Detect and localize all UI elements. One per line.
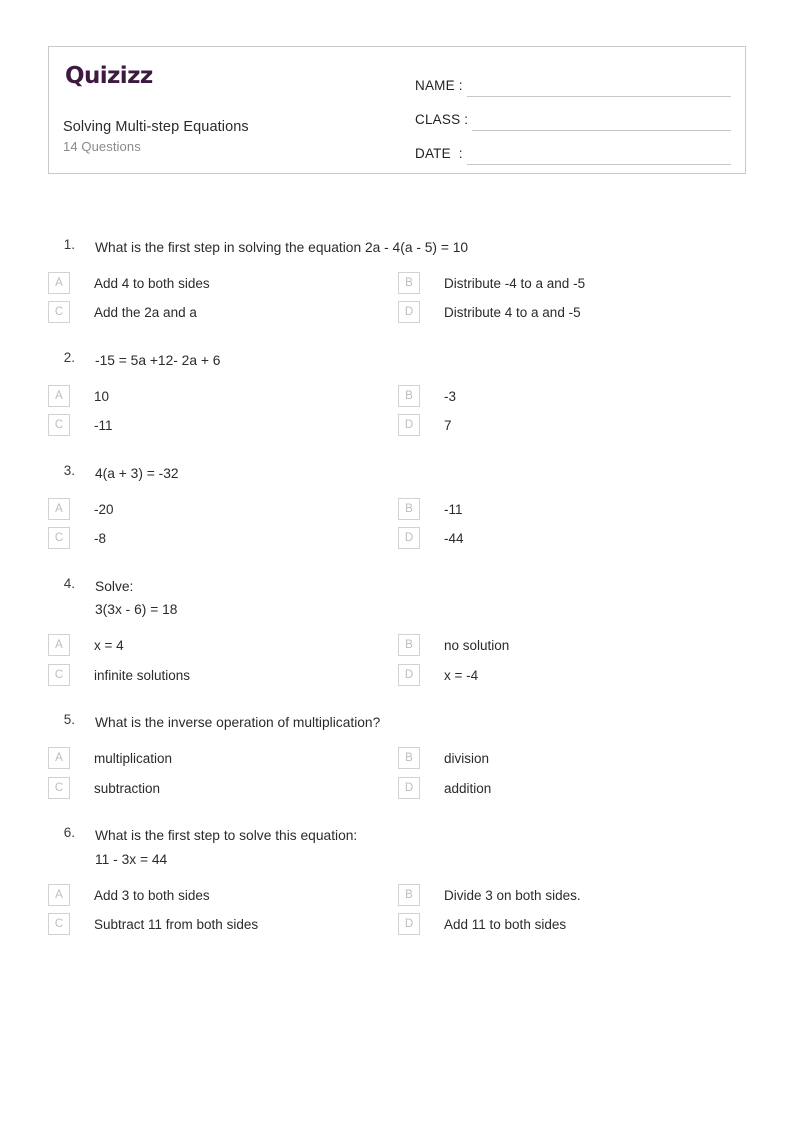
question-text [95,711,380,735]
question-text-line: 3(3x - 6) = 18 [95,602,178,618]
class-input[interactable] [472,111,731,131]
option-letter-badge: D [398,301,420,323]
question-text-line: What is the inverse operation of multiplication? [95,715,381,731]
answer-option-c[interactable] [48,777,398,800]
name-field-row [415,63,731,97]
answer-option-a[interactable] [48,634,398,657]
option-text: Add 3 to both sides [94,887,210,903]
question-text [95,824,357,871]
question-header [0,462,794,486]
question-text [95,462,179,486]
question-item [0,462,794,575]
option-text: division [444,751,490,767]
option-letter-badge: A [48,272,70,294]
option-letter-badge: D [398,913,420,935]
answer-option-c[interactable] [48,527,398,550]
question-text-line: -15 = 5a +12- 2a + 6 [95,352,221,368]
question-text-line: What is the first step to solve this equation: [95,828,358,844]
question-number: 2. [63,349,75,365]
option-letter-badge: A [48,498,70,520]
option-letter-badge: B [398,884,420,906]
question-text [95,575,177,622]
class-field-label: CLASS : [415,112,469,127]
answer-option-a[interactable] [48,884,398,907]
answer-option-d[interactable] [398,913,748,936]
option-letter-badge: A [48,634,70,656]
option-letter-badge: B [398,385,420,407]
answer-option-d[interactable] [398,414,748,437]
student-info-fields [405,47,745,173]
option-text: -11 [94,418,113,434]
option-text: no solution [444,638,510,654]
answer-option-b[interactable] [398,634,748,657]
answer-options [0,884,794,936]
answer-options [0,498,794,550]
option-text: Subtract 11 from both sides [94,917,259,933]
answer-option-c[interactable] [48,414,398,437]
question-text-line: 4(a + 3) = -32 [95,465,179,481]
answer-option-d[interactable] [398,527,748,550]
option-letter-badge: B [398,634,420,656]
question-header [0,711,794,735]
option-text: Distribute 4 to a and -5 [444,305,581,321]
worksheet-meta [63,117,249,157]
option-letter-badge: A [48,385,70,407]
option-letter-badge: A [48,884,70,906]
worksheet-header-card [48,46,746,174]
option-text: -3 [444,388,457,404]
question-number: 4. [63,575,75,591]
answer-option-a[interactable] [48,747,398,770]
question-item [0,349,794,462]
option-text: Distribute -4 to a and -5 [444,275,586,291]
answer-option-a[interactable] [48,385,398,408]
option-letter-badge: A [48,747,70,769]
question-item [0,711,794,824]
option-row [0,527,794,550]
option-text: -11 [444,501,463,517]
answer-options [0,747,794,799]
question-item [0,236,794,349]
option-letter-badge: C [48,913,70,935]
answer-option-c[interactable] [48,301,398,324]
question-text [95,349,220,373]
class-field-row [415,97,731,131]
question-number: 3. [63,462,75,478]
option-text: 10 [94,388,110,404]
question-text-line: 11 - 3x = 44 [95,851,168,867]
question-item [0,824,794,961]
option-letter-badge: D [398,664,420,686]
question-header [0,349,794,373]
option-row [0,385,794,408]
answer-option-c[interactable] [48,664,398,687]
answer-option-a[interactable] [48,272,398,295]
option-row [0,664,794,687]
option-row [0,414,794,437]
question-text-line: Solve: [95,578,134,594]
option-text: addition [444,780,492,796]
option-text: -20 [94,501,114,517]
question-header [0,824,794,871]
option-letter-badge: C [48,527,70,549]
option-text: subtraction [94,780,161,796]
answer-option-b[interactable] [398,884,748,907]
option-text: multiplication [94,751,173,767]
option-letter-badge: B [398,272,420,294]
option-letter-badge: B [398,498,420,520]
question-text-line: What is the first step in solving the equation 2a - 4(a - 5) = 10 [95,240,469,255]
option-letter-badge: C [48,301,70,323]
option-row [0,301,794,324]
option-letter-badge: B [398,747,420,769]
answer-options [0,272,794,324]
answer-option-b[interactable] [398,498,748,521]
option-letter-badge: C [48,414,70,436]
option-text: Divide 3 on both sides. [444,887,581,903]
answer-option-d[interactable] [398,301,748,324]
question-number: 1. [63,237,75,252]
question-count-label: 14 Questions [63,139,141,155]
name-field-label: NAME : [415,78,463,93]
option-text: Add 4 to both sides [94,275,210,291]
answer-option-d[interactable] [398,777,748,800]
option-row [0,272,794,295]
question-header [0,236,794,260]
option-text: 7 [444,418,452,434]
answer-options [0,385,794,437]
option-text: Add the 2a and a [94,305,197,321]
answer-option-c[interactable] [48,913,398,936]
option-row [0,884,794,907]
option-letter-badge: D [398,414,420,436]
option-letter-badge: C [48,664,70,686]
option-row [0,747,794,770]
answer-option-b[interactable] [398,385,748,408]
quizizz-logo: Quizizz [65,63,153,89]
option-row [0,777,794,800]
answer-option-d[interactable] [398,664,748,687]
option-text: x = -4 [444,667,479,683]
option-letter-badge: D [398,527,420,549]
date-field-row [415,131,731,165]
answer-option-a[interactable] [48,498,398,521]
option-text: -8 [94,531,107,547]
option-letter-badge: C [48,777,70,799]
header-left-panel [49,47,405,173]
option-letter-badge: D [398,777,420,799]
option-text: -44 [444,531,464,547]
option-row [0,634,794,657]
option-row [0,913,794,936]
question-number: 5. [63,712,75,728]
answer-options [0,634,794,686]
question-text [95,236,468,260]
question-item [0,575,794,712]
option-row [0,498,794,521]
date-input[interactable] [467,145,731,165]
questions-list [0,236,794,961]
option-text: x = 4 [94,638,124,654]
answer-option-b[interactable] [398,272,748,295]
answer-option-b[interactable] [398,747,748,770]
name-input[interactable] [467,77,731,97]
page-title: Solving Multi-step Equations [63,119,249,136]
date-field-label: DATE : [415,146,463,161]
question-number: 6. [63,825,75,841]
option-text: infinite solutions [94,667,191,683]
option-text: Add 11 to both sides [444,917,567,933]
question-header [0,575,794,622]
